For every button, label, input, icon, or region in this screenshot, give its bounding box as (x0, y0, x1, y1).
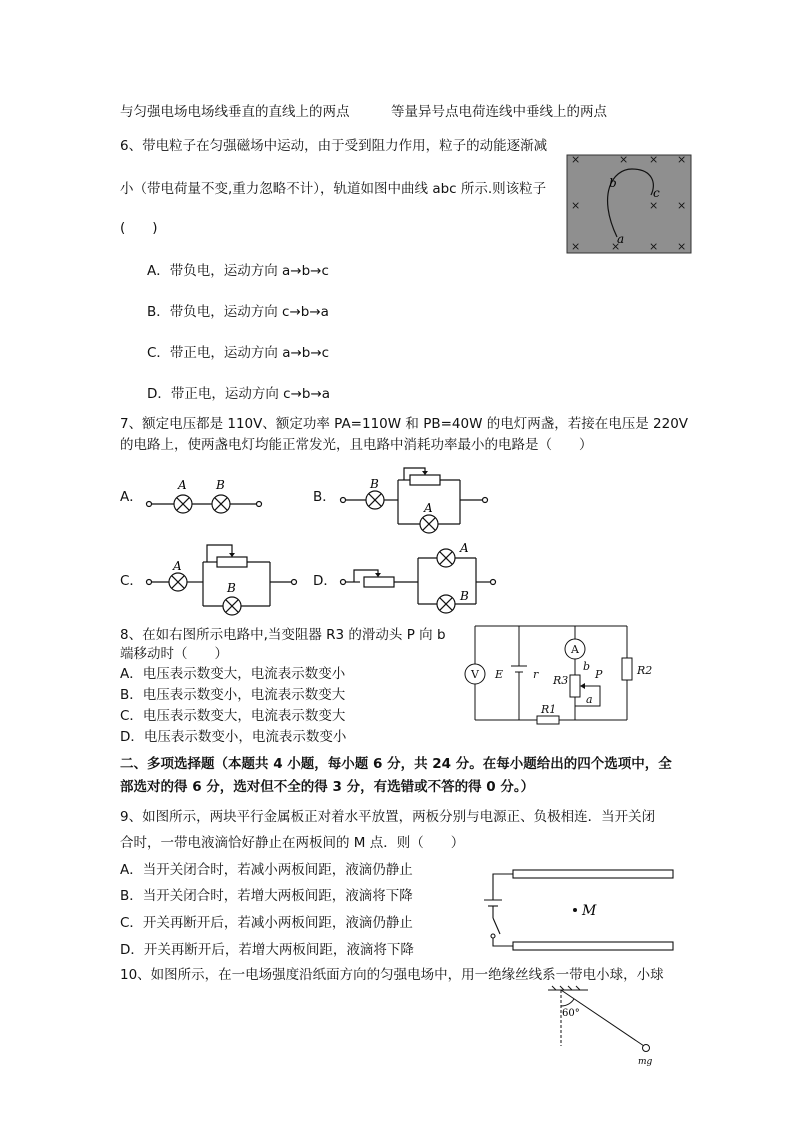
lamp-label-a: A (424, 501, 433, 515)
svg-text:×: × (619, 153, 629, 166)
svg-text:×: × (677, 153, 687, 166)
label-c: c (653, 186, 660, 200)
circuit-d[interactable] (340, 540, 500, 622)
q10-stem-line1: 10、如图所示，在一电场强度沿纸面方向的匀强电场中，用一绝缘丝线系一带电小球，小球 (120, 967, 664, 983)
lamp-label-b: B (370, 477, 379, 491)
q8-option-d[interactable]: D．电压表示数变小，电流表示数变小 (120, 729, 347, 745)
mg-label: mg (638, 1057, 653, 1067)
q9-option-c[interactable]: C．开关再断开后，若减小两板间距，液滴仍静止 (120, 915, 413, 931)
q9-option-a[interactable]: A．当开关闭合时，若减小两板间距，液滴仍静止 (120, 862, 413, 878)
circuit-b[interactable] (340, 472, 490, 530)
lamp-label-a: A (178, 478, 187, 492)
svg-text:×: × (571, 240, 581, 253)
q8-stem-line2: 端移动时（ ） (120, 646, 228, 662)
q6-option-a[interactable]: A．带负电，运动方向 a→b→c (147, 263, 329, 279)
section2-line1: 二、多项选择题（本题共 4 小题，每小题 6 分，共 24 分。在每小题给出的四个选项中，全 (120, 756, 672, 772)
a-label: a (586, 693, 593, 706)
droplet-dot (573, 908, 577, 912)
ammeter-label: A (571, 643, 579, 656)
q6-option-d[interactable]: D．带正电，运动方向 c→b→a (147, 386, 331, 402)
q9-stem-line1: 9、如图所示，两块平行金属板正对着水平放置，两板分别与电源正、负极相连．当开关闭 (120, 809, 656, 825)
p-label: P (595, 668, 603, 681)
q6-stem-line2: 小（带电荷量不变,重力忽略不计），轨道如图中曲线 abc 所示.则该粒子 (120, 181, 547, 197)
svg-text:×: × (649, 199, 659, 212)
r2-label: R2 (637, 664, 653, 677)
svg-text:×: × (649, 153, 659, 166)
lamp-label-b: B (460, 589, 469, 603)
q7-option-b-label[interactable]: B． (313, 489, 336, 505)
internal-r-label: r (533, 668, 539, 681)
svg-text:×: × (677, 240, 687, 253)
lamp-label-b: B (227, 581, 236, 595)
option-c-top: 与匀强电场电场线垂直的直线上的两点 (120, 104, 350, 120)
section2-line2: 部选对的得 6 分，选对但不全的得 3 分，有选错或不答的得 0 分。） (120, 779, 535, 795)
q8-circuit-figure (455, 622, 655, 726)
svg-text:×: × (571, 153, 581, 166)
q8-option-c[interactable]: C．电压表示数变大，电流表示数变大 (120, 708, 346, 724)
q8-option-b[interactable]: B．电压表示数变小，电流表示数变大 (120, 687, 346, 703)
lamp-label-a: A (173, 559, 182, 573)
svg-text:×: × (677, 199, 687, 212)
circuit-a[interactable] (145, 475, 265, 515)
r3-label: R3 (553, 674, 569, 687)
q10-pendulum-figure (548, 986, 658, 1066)
label-a: a (617, 232, 625, 246)
q6-option-c[interactable]: C．带正电，运动方向 a→b→c (147, 345, 330, 361)
q6-field-figure (567, 155, 691, 253)
q7-stem-line1: 7、额定电压都是 110V、额定功率 PA=110W 和 PB=40W 的电灯两盏，若接在电压是 220V (120, 416, 689, 432)
q7-option-a-label[interactable]: A． (120, 489, 143, 505)
voltmeter-label: V (471, 668, 479, 681)
q6-stem-line1: 6、带电粒子在匀强磁场中运动，由于受到阻力作用，粒子的动能逐渐减 (120, 138, 548, 154)
q6-option-b[interactable]: B．带负电，运动方向 c→b→a (147, 304, 329, 320)
angle-label: 60° (562, 1008, 580, 1019)
r1-label: R1 (541, 703, 557, 716)
q6-stem-line3: ( ) (120, 220, 158, 236)
q7-option-d-label[interactable]: D． (313, 573, 337, 589)
emf-label: E (495, 668, 504, 681)
circuit-c[interactable] (145, 548, 300, 614)
b-label: b (583, 660, 591, 673)
option-d-top: 等量异号点电荷连线中垂线上的两点 (391, 104, 607, 120)
q8-stem-line1: 8、在如右图所示电路中,当变阻器 R3 的滑动头 P 向 b (120, 627, 446, 643)
lamp-label-b: B (216, 478, 225, 492)
q9-option-b[interactable]: B．当开关闭合时，若增大两板间距，液滴将下降 (120, 888, 413, 904)
label-b: b (609, 176, 617, 190)
q9-option-d[interactable]: D．开关再断开后，若增大两板间距，液滴将下降 (120, 942, 414, 958)
q7-option-c-label[interactable]: C． (120, 573, 143, 589)
lamp-label-a: A (460, 541, 469, 555)
svg-text:×: × (649, 240, 659, 253)
m-label: M (582, 903, 597, 919)
q9-plates-figure (478, 860, 678, 960)
svg-text:×: × (611, 240, 621, 253)
q8-option-a[interactable]: A．电压表示数变大，电流表示数变小 (120, 666, 346, 682)
svg-text:×: × (571, 199, 581, 212)
q7-stem-line2: 的电路上，使两盏电灯均能正常发光，且电路中消耗功率最小的电路是（ ） (120, 437, 593, 453)
q9-stem-line2: 合时，一带电液滴恰好静止在两板间的 M 点．则（ ） (120, 835, 465, 851)
